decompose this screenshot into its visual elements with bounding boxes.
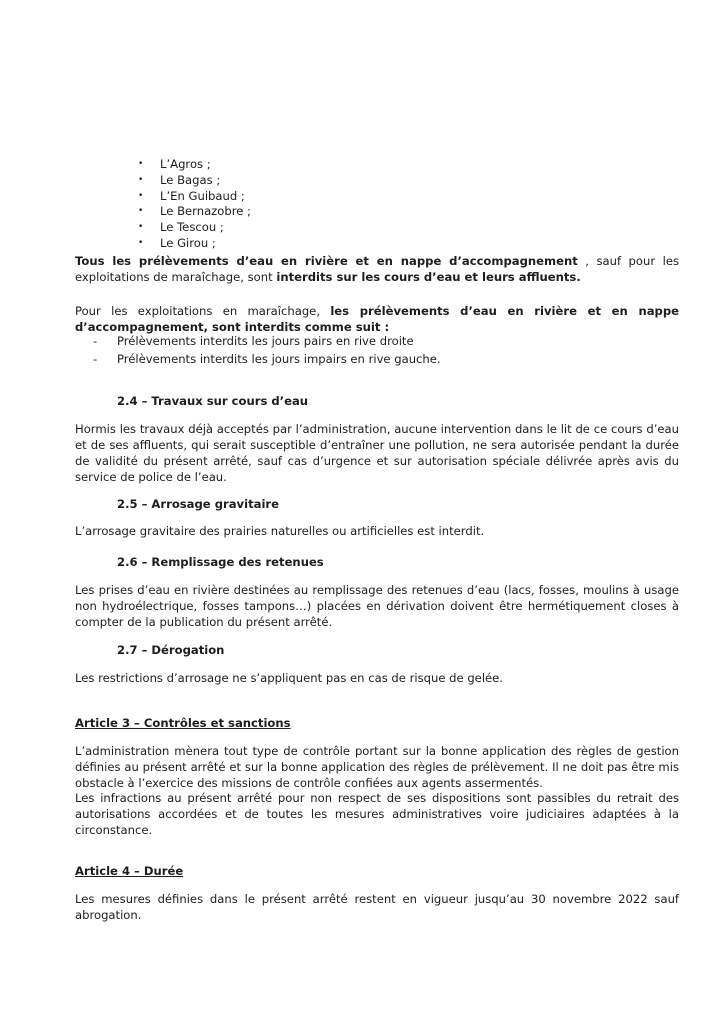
maraichage-bold-text: les prélèvements d’eau en rivière et en nappe d’accompagnement, sont interdits comme suit : (75, 304, 679, 334)
maraichage-text: Pour les exploitations en maraîchage, (75, 304, 331, 318)
article-4-body: Les mesures définies dans le présent arrêté restent en vigueur jusqu’au 30 novembre 2022 sauf abrogation. (75, 892, 679, 922)
section-title-2-7: 2.7 – Dérogation (117, 643, 225, 657)
list-item: - Prélèvements interdits les jours impairs en rive gauche. (0, 351, 441, 369)
list-item: • Le Bagas ; (0, 172, 251, 188)
prohibition-bold-text-2: interdits sur les cours d’eau et leurs affluents. (276, 270, 581, 284)
article-3-body-2: Les infractions au présent arrêté pour non respect de ses dispositions sont passibles du retrait des autorisations accordées et de toutes les mesures administratives voire judiciaires adaptées à la circonstance. (75, 791, 679, 837)
list-item: • Le Bernazobre ; (0, 203, 251, 219)
article-3-body-1: L’administration mènera tout type de contrôle portant sur la bonne application des règles de gestion définies au présent arrêté et sur la bonne application des règles de prélèvement. Il ne doit pas être mis obstacle à l’exercice des missions de contrôle confiées aux agents assermentés. (75, 744, 679, 790)
section-body-2-6: Les prises d’eau en rivière destinées au remplissage des retenues d’eau (lacs, fosses, moulins à usage non hydroélectrique, fosses tampons…) placées en dérivation doivent être hermétiquement closes à compter de la publication du présent arrêté. (75, 583, 679, 629)
list-item: • Le Girou ; (0, 235, 251, 251)
section-title-2-4: 2.4 – Travaux sur cours d’eau (117, 394, 309, 408)
article-3-title: Article 3 – Contrôles et sanctions (75, 716, 291, 730)
paragraph-prohibition (75, 253, 679, 285)
article-4-title: Article 4 – Durée (75, 864, 184, 878)
paragraph-maraichage (75, 303, 679, 335)
section-body-2-5: L’arrosage gravitaire des prairies naturelles ou artificielles est interdit. (75, 524, 485, 538)
river-list (0, 156, 251, 251)
section-body-2-4: Hormis les travaux déjà acceptés par l’administration, aucune intervention dans le lit de ce cours d’eau et de ses affluents, qui serait susceptible d’entraîner une pollution, ne sera autorisée pendant la durée de validité du présent arrêté, sauf cas d’urgence et sur autorisation spéciale délivrée après avis du service de police de l’eau. (75, 422, 679, 484)
section-title-2-6: 2.6 – Remplissage des retenues (117, 555, 324, 569)
list-item: • L’En Guibaud ; (0, 188, 251, 204)
section-title-2-5: 2.5 – Arrosage gravitaire (117, 497, 279, 511)
list-item: • L’Agros ; (0, 156, 251, 172)
withdrawal-rules-list (0, 333, 441, 369)
prohibition-bold-text: Tous les prélèvements d’eau en rivière et en nappe d’accompagnement (75, 254, 578, 268)
list-item: • Le Tescou ; (0, 219, 251, 235)
section-body-2-7: Les restrictions d’arrosage ne s’appliquent pas en cas de risque de gelée. (75, 671, 503, 685)
prohibition-text: , sauf pour les exploitations de maraîchage, sont (75, 254, 679, 284)
list-item: - Prélèvements interdits les jours pairs en rive droite (0, 333, 441, 351)
